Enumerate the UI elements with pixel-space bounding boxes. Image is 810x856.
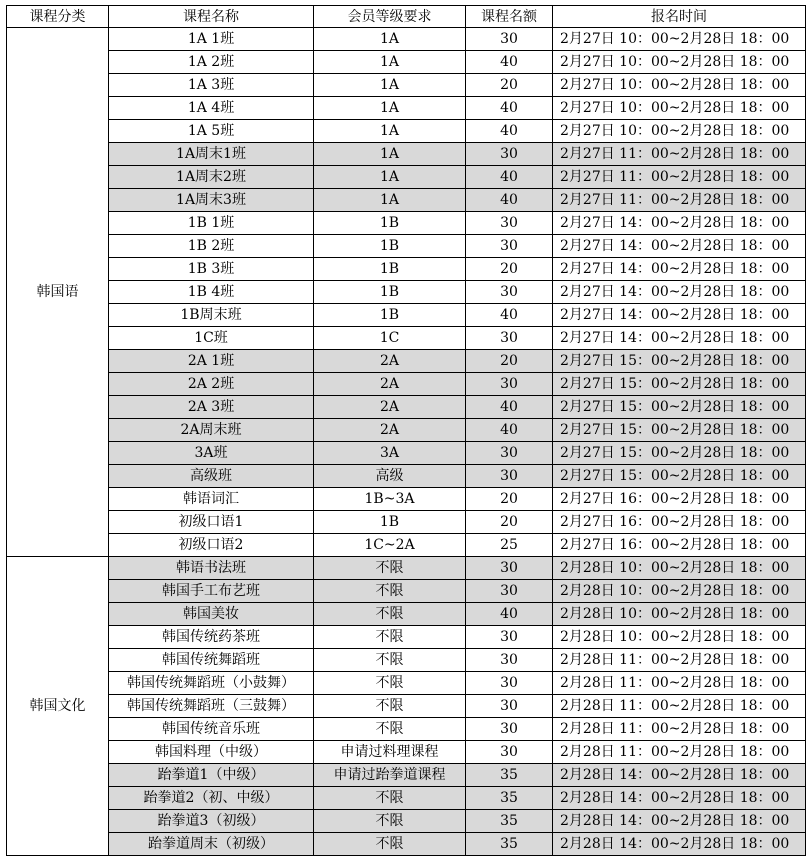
signup-time-cell: 2月27日 14：00~2月28日 18：00 — [553, 327, 806, 350]
quota-cell: 30 — [466, 741, 553, 764]
signup-time-cell: 2月28日 14：00~2月28日 18：00 — [553, 833, 806, 856]
course-name-cell: 1A 4班 — [109, 97, 314, 120]
member-level-cell: 2A — [314, 419, 466, 442]
table-row — [7, 373, 806, 396]
course-name-cell: 韩国料理（中级） — [109, 741, 314, 764]
course-name-cell: 2A周末班 — [109, 419, 314, 442]
table-row — [7, 143, 806, 166]
table-row — [7, 649, 806, 672]
course-name-cell: 1B 4班 — [109, 281, 314, 304]
member-level-cell: 不限 — [314, 810, 466, 833]
quota-cell: 35 — [466, 833, 553, 856]
course-name-cell: 1A周末2班 — [109, 166, 314, 189]
signup-time-cell: 2月27日 11：00~2月28日 18：00 — [553, 166, 806, 189]
course-name-cell: 1B 3班 — [109, 258, 314, 281]
table-row — [7, 488, 806, 511]
table-row — [7, 787, 806, 810]
table-body — [7, 28, 806, 856]
member-level-cell: 不限 — [314, 603, 466, 626]
table-row — [7, 74, 806, 97]
member-level-cell: 高级 — [314, 465, 466, 488]
quota-cell: 30 — [466, 672, 553, 695]
quota-cell: 35 — [466, 787, 553, 810]
member-level-cell: 1C~2A — [314, 534, 466, 557]
course-name-cell: 1C班 — [109, 327, 314, 350]
signup-time-cell: 2月28日 10：00~2月28日 18：00 — [553, 580, 806, 603]
member-level-cell: 不限 — [314, 672, 466, 695]
course-name-cell: 韩国传统舞蹈班（三鼓舞） — [109, 695, 314, 718]
signup-time-cell: 2月28日 10：00~2月28日 18：00 — [553, 603, 806, 626]
quota-cell: 20 — [466, 511, 553, 534]
table-row — [7, 764, 806, 787]
table-row — [7, 695, 806, 718]
course-name-cell: 1B 1班 — [109, 212, 314, 235]
member-level-cell: 1B — [314, 281, 466, 304]
member-level-cell: 1A — [314, 120, 466, 143]
table-row — [7, 603, 806, 626]
quota-cell: 30 — [466, 212, 553, 235]
quota-cell: 30 — [466, 718, 553, 741]
quota-cell: 30 — [466, 281, 553, 304]
quota-cell: 20 — [466, 74, 553, 97]
signup-time-cell: 2月27日 16：00~2月28日 18：00 — [553, 511, 806, 534]
signup-time-cell: 2月27日 10：00~2月28日 18：00 — [553, 120, 806, 143]
course-name-cell: 韩语词汇 — [109, 488, 314, 511]
signup-time-cell: 2月28日 10：00~2月28日 18：00 — [553, 626, 806, 649]
quota-cell: 30 — [466, 649, 553, 672]
course-name-cell: 1A周末1班 — [109, 143, 314, 166]
quota-cell: 30 — [466, 580, 553, 603]
member-level-cell: 1A — [314, 74, 466, 97]
course-name-cell: 1A 2班 — [109, 51, 314, 74]
table-row — [7, 626, 806, 649]
course-name-cell: 韩国传统音乐班 — [109, 718, 314, 741]
member-level-cell: 1A — [314, 143, 466, 166]
table-row — [7, 212, 806, 235]
member-level-cell: 1B — [314, 511, 466, 534]
member-level-cell: 不限 — [314, 718, 466, 741]
quota-cell: 20 — [466, 350, 553, 373]
member-level-cell: 1B — [314, 258, 466, 281]
quota-cell: 20 — [466, 488, 553, 511]
quota-cell: 40 — [466, 603, 553, 626]
member-level-cell: 不限 — [314, 649, 466, 672]
course-name-cell: 跆拳道1（中级） — [109, 764, 314, 787]
header-course-name: 课程名称 — [109, 6, 314, 28]
quota-cell: 40 — [466, 51, 553, 74]
quota-cell: 40 — [466, 419, 553, 442]
signup-time-cell: 2月27日 16：00~2月28日 18：00 — [553, 534, 806, 557]
course-name-cell: 2A 1班 — [109, 350, 314, 373]
table-row — [7, 465, 806, 488]
member-level-cell: 不限 — [314, 695, 466, 718]
member-level-cell: 1A — [314, 28, 466, 51]
signup-time-cell: 2月28日 14：00~2月28日 18：00 — [553, 810, 806, 833]
category-cell: 韩国语 — [7, 28, 109, 557]
member-level-cell: 申请过跆拳道课程 — [314, 764, 466, 787]
header-row — [7, 6, 806, 28]
table-row — [7, 557, 806, 580]
table-row — [7, 718, 806, 741]
member-level-cell: 1B — [314, 212, 466, 235]
signup-time-cell: 2月27日 15：00~2月28日 18：00 — [553, 350, 806, 373]
member-level-cell: 申请过料理课程 — [314, 741, 466, 764]
signup-time-cell: 2月27日 15：00~2月28日 18：00 — [553, 419, 806, 442]
member-level-cell: 1A — [314, 189, 466, 212]
header-member-level: 会员等级要求 — [314, 6, 466, 28]
member-level-cell: 1B — [314, 304, 466, 327]
table-row — [7, 189, 806, 212]
table-row — [7, 833, 806, 856]
table-row — [7, 580, 806, 603]
signup-time-cell: 2月27日 16：00~2月28日 18：00 — [553, 488, 806, 511]
signup-time-cell: 2月27日 15：00~2月28日 18：00 — [553, 373, 806, 396]
course-name-cell: 1A 1班 — [109, 28, 314, 51]
quota-cell: 30 — [466, 143, 553, 166]
signup-time-cell: 2月27日 15：00~2月28日 18：00 — [553, 442, 806, 465]
signup-time-cell: 2月27日 14：00~2月28日 18：00 — [553, 258, 806, 281]
course-name-cell: 1A 3班 — [109, 74, 314, 97]
course-name-cell: 1A周末3班 — [109, 189, 314, 212]
table-row — [7, 304, 806, 327]
table-row — [7, 258, 806, 281]
member-level-cell: 3A — [314, 442, 466, 465]
table-row — [7, 442, 806, 465]
table-row — [7, 51, 806, 74]
course-name-cell: 韩国传统舞蹈班（小鼓舞） — [109, 672, 314, 695]
header-signup-time: 报名时间 — [553, 6, 806, 28]
member-level-cell: 2A — [314, 350, 466, 373]
course-name-cell: 韩国传统舞蹈班 — [109, 649, 314, 672]
member-level-cell: 1C — [314, 327, 466, 350]
member-level-cell: 2A — [314, 373, 466, 396]
member-level-cell: 不限 — [314, 833, 466, 856]
signup-time-cell: 2月27日 11：00~2月28日 18：00 — [553, 143, 806, 166]
course-name-cell: 高级班 — [109, 465, 314, 488]
signup-time-cell: 2月27日 15：00~2月28日 18：00 — [553, 465, 806, 488]
member-level-cell: 不限 — [314, 626, 466, 649]
signup-time-cell: 2月28日 14：00~2月28日 18：00 — [553, 787, 806, 810]
member-level-cell: 不限 — [314, 580, 466, 603]
quota-cell: 30 — [466, 626, 553, 649]
table-row — [7, 235, 806, 258]
quota-cell: 30 — [466, 327, 553, 350]
course-name-cell: 2A 2班 — [109, 373, 314, 396]
signup-time-cell: 2月27日 14：00~2月28日 18：00 — [553, 281, 806, 304]
quota-cell: 40 — [466, 166, 553, 189]
table-row — [7, 350, 806, 373]
member-level-cell: 1A — [314, 51, 466, 74]
header-quota: 课程名额 — [466, 6, 553, 28]
table-row — [7, 327, 806, 350]
member-level-cell: 1A — [314, 97, 466, 120]
table-row — [7, 120, 806, 143]
signup-time-cell: 2月27日 14：00~2月28日 18：00 — [553, 212, 806, 235]
signup-time-cell: 2月27日 11：00~2月28日 18：00 — [553, 189, 806, 212]
quota-cell: 30 — [466, 557, 553, 580]
course-name-cell: 1B 2班 — [109, 235, 314, 258]
table-row — [7, 97, 806, 120]
member-level-cell: 1B~3A — [314, 488, 466, 511]
course-schedule — [6, 5, 806, 856]
member-level-cell: 不限 — [314, 557, 466, 580]
member-level-cell: 1A — [314, 166, 466, 189]
signup-time-cell: 2月27日 10：00~2月28日 18：00 — [553, 28, 806, 51]
signup-time-cell: 2月28日 10：00~2月28日 18：00 — [553, 557, 806, 580]
quota-cell: 30 — [466, 695, 553, 718]
signup-time-cell: 2月28日 11：00~2月28日 18：00 — [553, 649, 806, 672]
member-level-cell: 2A — [314, 396, 466, 419]
table-row — [7, 419, 806, 442]
course-name-cell: 2A 3班 — [109, 396, 314, 419]
table-row — [7, 281, 806, 304]
quota-cell: 40 — [466, 120, 553, 143]
course-name-cell: 韩语书法班 — [109, 557, 314, 580]
quota-cell: 40 — [466, 396, 553, 419]
course-name-cell: 1B周末班 — [109, 304, 314, 327]
member-level-cell: 不限 — [314, 787, 466, 810]
signup-time-cell: 2月28日 11：00~2月28日 18：00 — [553, 672, 806, 695]
signup-time-cell: 2月28日 11：00~2月28日 18：00 — [553, 741, 806, 764]
header-category: 课程分类 — [7, 6, 109, 28]
signup-time-cell: 2月27日 10：00~2月28日 18：00 — [553, 74, 806, 97]
quota-cell: 35 — [466, 810, 553, 833]
signup-time-cell: 2月28日 14：00~2月28日 18：00 — [553, 764, 806, 787]
quota-cell: 30 — [466, 373, 553, 396]
signup-time-cell: 2月27日 15：00~2月28日 18：00 — [553, 396, 806, 419]
quota-cell: 30 — [466, 465, 553, 488]
quota-cell: 20 — [466, 258, 553, 281]
course-name-cell: 跆拳道周末（初级） — [109, 833, 314, 856]
course-table — [6, 5, 806, 856]
course-name-cell: 跆拳道3（初级） — [109, 810, 314, 833]
course-name-cell: 1A 5班 — [109, 120, 314, 143]
quota-cell: 30 — [466, 28, 553, 51]
course-name-cell: 初级口语1 — [109, 511, 314, 534]
course-name-cell: 韩国传统药茶班 — [109, 626, 314, 649]
quota-cell: 30 — [466, 235, 553, 258]
quota-cell: 40 — [466, 97, 553, 120]
signup-time-cell: 2月27日 10：00~2月28日 18：00 — [553, 51, 806, 74]
quota-cell: 40 — [466, 189, 553, 212]
signup-time-cell: 2月28日 11：00~2月28日 18：00 — [553, 718, 806, 741]
signup-time-cell: 2月27日 14：00~2月28日 18：00 — [553, 235, 806, 258]
course-name-cell: 韩国手工布艺班 — [109, 580, 314, 603]
table-row — [7, 511, 806, 534]
table-row — [7, 534, 806, 557]
signup-time-cell: 2月27日 10：00~2月28日 18：00 — [553, 97, 806, 120]
table-row — [7, 396, 806, 419]
course-name-cell: 韩国美妆 — [109, 603, 314, 626]
table-row — [7, 28, 806, 51]
quota-cell: 35 — [466, 764, 553, 787]
table-row — [7, 810, 806, 833]
table-row — [7, 741, 806, 764]
course-name-cell: 跆拳道2（初、中级） — [109, 787, 314, 810]
course-name-cell: 初级口语2 — [109, 534, 314, 557]
quota-cell: 25 — [466, 534, 553, 557]
course-name-cell: 3A班 — [109, 442, 314, 465]
signup-time-cell: 2月28日 11：00~2月28日 18：00 — [553, 695, 806, 718]
member-level-cell: 1B — [314, 235, 466, 258]
table-row — [7, 166, 806, 189]
quota-cell: 30 — [466, 442, 553, 465]
quota-cell: 40 — [466, 304, 553, 327]
signup-time-cell: 2月27日 14：00~2月28日 18：00 — [553, 304, 806, 327]
table-row — [7, 672, 806, 695]
category-cell: 韩国文化 — [7, 557, 109, 856]
